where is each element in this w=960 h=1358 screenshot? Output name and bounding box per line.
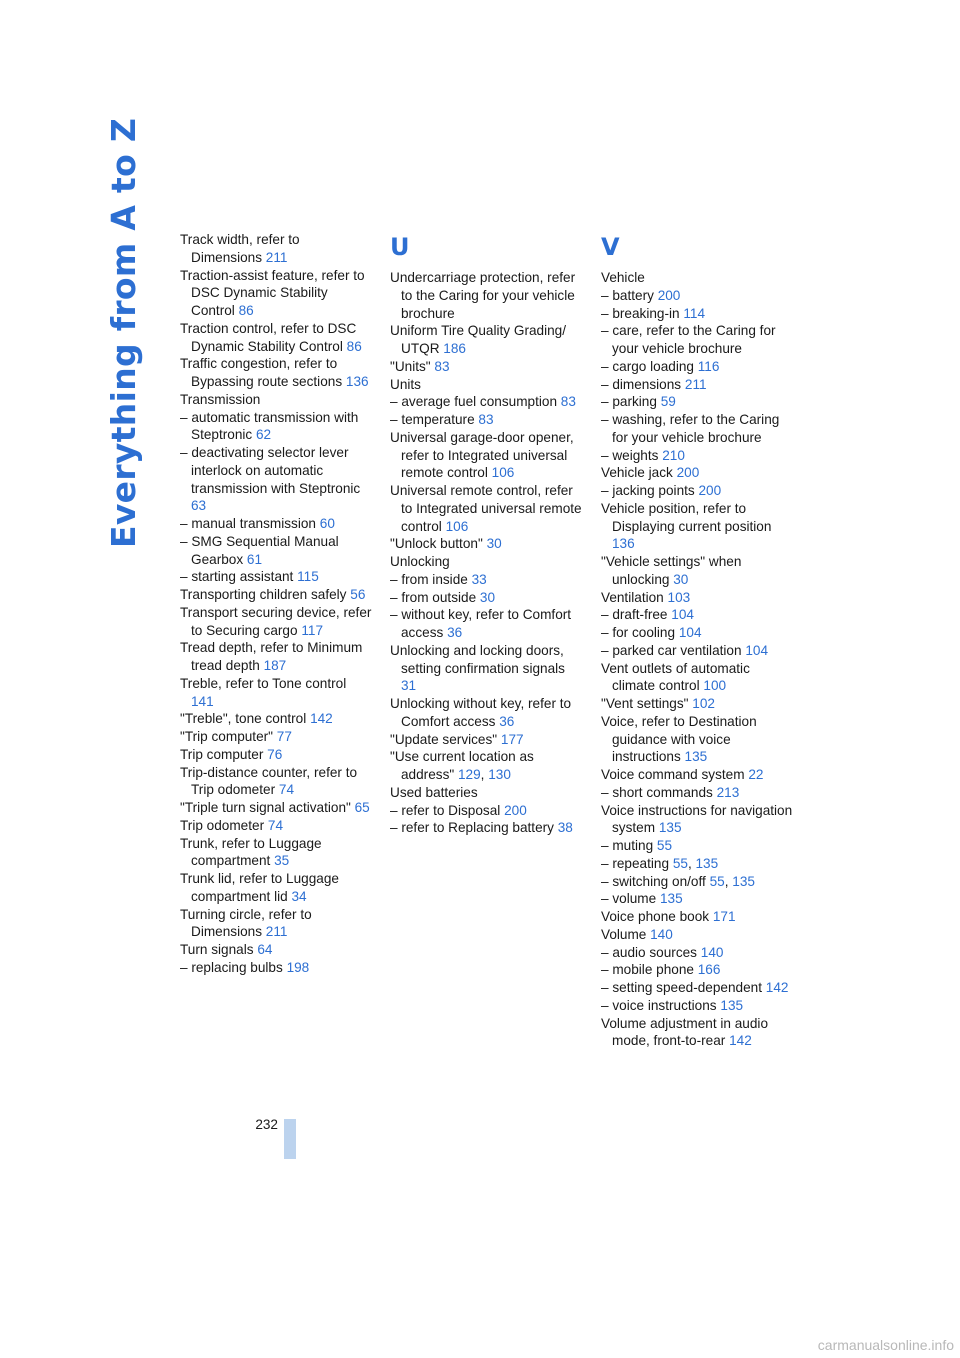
- index-entry: [601, 393, 793, 411]
- page-ref-link[interactable]: 135: [658, 820, 682, 836]
- index-entry: [180, 533, 372, 569]
- index-entry: [390, 393, 582, 411]
- entry-text: – automatic transmission with Steptronic: [180, 409, 359, 443]
- page-ref-link[interactable]: 36: [499, 713, 515, 729]
- index-entry: [180, 231, 372, 267]
- page-ref-link[interactable]: 140: [700, 944, 724, 960]
- entry-text: Voice phone book: [601, 909, 710, 924]
- entry-text: – SMG Sequential Manual Gearbox: [180, 533, 339, 567]
- entry-text: – from outside: [390, 589, 477, 605]
- entry-text: Traction-assist feature, refer to DSC Dynamic Stability Control: [180, 267, 365, 318]
- index-entry: [601, 695, 793, 713]
- entry-text: – refer to Replacing battery: [390, 820, 554, 836]
- index-entry: [390, 589, 582, 607]
- page-ref-link[interactable]: 104: [678, 625, 702, 640]
- page-ref-link[interactable]: 83: [560, 394, 576, 410]
- page-number: 232: [255, 1117, 278, 1132]
- entry-text: – for cooling: [601, 625, 676, 640]
- page-ref-link[interactable]: 104: [671, 607, 694, 623]
- page-ref-link[interactable]: 142: [729, 1033, 752, 1049]
- page-ref-link[interactable]: 102: [692, 696, 715, 711]
- index-entry: [180, 817, 372, 835]
- page-ref-link[interactable]: 59: [660, 394, 676, 410]
- index-entry: [390, 358, 582, 376]
- page-ref-link[interactable]: 38: [557, 820, 573, 836]
- index-entry: [390, 695, 582, 731]
- page-ref-link[interactable]: 56: [350, 587, 366, 602]
- entry-text: Turning circle, refer to Dimensions: [180, 906, 312, 940]
- index-entry: [390, 553, 582, 571]
- entry-text: "Update services": [390, 731, 498, 747]
- entry-text: – replacing bulbs: [180, 959, 283, 975]
- index-entry: – repeating 55, 135: [601, 855, 719, 871]
- page-ref-link[interactable]: 135: [732, 873, 755, 889]
- entry-text: – battery: [601, 287, 654, 303]
- page-ref-link[interactable]: 211: [265, 924, 288, 940]
- entry-text: – jacking points: [601, 483, 695, 498]
- entry-text: Trunk lid, refer to Luggage compartment lid: [180, 871, 339, 904]
- entry-text: – weights: [601, 447, 659, 463]
- page-ref-link[interactable]: 22: [748, 767, 764, 782]
- entry-text: – audio sources: [601, 944, 697, 960]
- index-entry: [601, 500, 793, 553]
- page-ref-link[interactable]: 62: [256, 427, 272, 443]
- page-ref-link[interactable]: 55: [656, 838, 673, 853]
- page-ref-link[interactable]: 211: [265, 249, 288, 265]
- entry-text: – mobile phone: [601, 962, 694, 978]
- page-ref-link[interactable]: 129: [457, 767, 481, 782]
- entry-text: "Vent settings": [601, 696, 689, 711]
- page-ref-link[interactable]: 136: [612, 536, 635, 552]
- index-entry: [390, 731, 582, 749]
- entry-text: – muting: [601, 838, 654, 853]
- entry-text: Ventilation: [601, 589, 664, 605]
- index-entry: [601, 766, 793, 784]
- index-entry: [601, 269, 793, 287]
- entry-text: "Trip computer": [180, 729, 273, 744]
- entry-text: – breaking-in: [601, 305, 680, 321]
- entry-text: Treble, refer to Tone control: [180, 675, 347, 691]
- page-ref-link[interactable]: 100: [703, 678, 727, 694]
- index-entry: [601, 713, 793, 766]
- index-entry: [390, 322, 582, 358]
- page-ref-link[interactable]: 140: [650, 926, 673, 942]
- watermark: carmanualsonline.info: [817, 1337, 954, 1353]
- page-ref-link[interactable]: 60: [319, 516, 335, 531]
- index-entry: [180, 675, 372, 711]
- index-entry: [601, 447, 793, 465]
- index-entry: – switching on/off 55, 135: [601, 873, 755, 889]
- index-entry: [601, 322, 793, 358]
- entry-text: – dimensions: [601, 376, 682, 392]
- index-entry: [601, 1015, 793, 1051]
- index-entry: [390, 802, 582, 820]
- entry-text: Vent outlets of automatic climate control: [601, 660, 750, 694]
- entry-text: Vehicle: [601, 270, 645, 285]
- page-ref-link[interactable]: 200: [698, 483, 722, 498]
- entry-text: Unlocking and locking doors, setting confirmation signals: [390, 642, 565, 676]
- entry-text: – temperature: [390, 412, 475, 427]
- entry-text: Voice instructions for navigation system: [601, 802, 793, 836]
- entry-text: Trunk, refer to Luggage compartment: [180, 835, 322, 869]
- index-entry: [601, 642, 793, 660]
- index-entry: [180, 586, 372, 604]
- index-entry: [601, 411, 793, 447]
- entry-text: Tread depth, refer to Minimum tread depth: [180, 640, 363, 673]
- index-entry: [390, 482, 582, 535]
- entry-text: – parked car ventilation: [601, 642, 742, 658]
- page-ref-link[interactable]: 30: [486, 536, 502, 552]
- entry-text: "Units": [390, 358, 431, 374]
- page-ref-link[interactable]: 116: [697, 358, 720, 374]
- page-ref-link[interactable]: 30: [673, 571, 689, 587]
- index-entry: [180, 710, 372, 728]
- entry-text: – parking: [601, 394, 657, 410]
- entry-text: – without key, refer to Comfort access: [390, 607, 572, 640]
- index-entry: [180, 870, 372, 906]
- entry-text: Voice command system: [601, 767, 745, 782]
- index-entry: [180, 764, 372, 800]
- page-ref-link[interactable]: 86: [346, 338, 362, 354]
- entry-text: "Unlock button": [390, 536, 483, 552]
- entry-text: Traffic congestion, refer to Bypassing route sections: [180, 356, 343, 389]
- page-ref-link[interactable]: 64: [257, 942, 273, 957]
- page-ref-link[interactable]: 171: [712, 909, 736, 924]
- section-title: Everything from A to Z: [104, 117, 143, 548]
- entry-text: Vehicle jack: [601, 465, 673, 481]
- entry-text: – washing, refer to the Caring for your vehicle brochure: [601, 412, 780, 445]
- entry-text: "Vehicle settings" when unlocking: [601, 554, 742, 587]
- page-ref-link[interactable]: 187: [263, 658, 287, 673]
- index-column-v: [601, 232, 793, 1050]
- page-ref-link[interactable]: 114: [683, 305, 706, 321]
- index-entry: [601, 908, 793, 926]
- index-entry: [180, 959, 372, 977]
- letter-heading-u: U: [390, 233, 410, 261]
- page-ref-link[interactable]: 55: [709, 873, 725, 889]
- index-entry: [601, 837, 793, 855]
- index-entry: [180, 355, 372, 391]
- entry-text: Used batteries: [390, 784, 478, 800]
- index-entry: [390, 535, 582, 553]
- page-ref-link[interactable]: 177: [500, 731, 524, 747]
- entry-text: – manual transmission: [180, 516, 316, 531]
- page-ref-link[interactable]: 135: [695, 855, 719, 871]
- page-ref-link[interactable]: 83: [434, 358, 450, 374]
- index-entry: [601, 376, 793, 394]
- index-entry: [601, 926, 793, 944]
- page-ref-link[interactable]: 74: [278, 782, 295, 798]
- page-ref-link[interactable]: 135: [684, 749, 708, 765]
- index-entry: [601, 802, 793, 838]
- index-entry: [390, 606, 582, 642]
- page-ref-link[interactable]: 34: [291, 888, 307, 904]
- page-ref-link[interactable]: 65: [354, 800, 370, 815]
- index-entry: [601, 589, 793, 607]
- entry-text: "Use current location as address": [390, 749, 534, 782]
- index-entry: [390, 642, 582, 695]
- page-ref-link[interactable]: 55: [672, 855, 688, 871]
- entry-text: Trip computer: [180, 746, 264, 762]
- index-entry: [390, 784, 582, 802]
- entry-text: – draft-free: [601, 607, 668, 623]
- page-ref-link[interactable]: 141: [191, 693, 214, 709]
- page-ref-link[interactable]: 104: [745, 642, 769, 658]
- entry-text: – care, refer to the Caring for your vehicle brochure: [601, 323, 776, 356]
- page-ref-link[interactable]: 198: [286, 959, 310, 975]
- entry-text: – switching on/off: [601, 873, 706, 889]
- entry-text: Unlocking without key, refer to Comfort access: [390, 696, 572, 729]
- entry-text: Unlocking: [390, 554, 450, 569]
- page-ref-link[interactable]: 35: [274, 853, 290, 869]
- page-ref-link[interactable]: 74: [267, 817, 284, 833]
- entry-text: Track width, refer to Dimensions: [180, 232, 300, 265]
- entry-text: – volume: [601, 891, 657, 907]
- index-entry: [601, 890, 793, 908]
- index-entry: [180, 728, 372, 746]
- page-ref-link[interactable]: 76: [267, 746, 283, 762]
- page-ref-link[interactable]: 106: [491, 465, 515, 481]
- letter-heading-v: V: [601, 233, 620, 261]
- page-ref-link[interactable]: 166: [697, 962, 721, 978]
- entry-text: Undercarriage protection, refer to the Caring for your vehicle brochure: [390, 270, 576, 321]
- page-ref-link[interactable]: 213: [716, 784, 740, 800]
- entry-text: – voice instructions: [601, 997, 717, 1013]
- entry-text: Voice, refer to Destination guidance with voice instructions: [601, 713, 757, 765]
- page-ref-link[interactable]: 83: [478, 412, 494, 427]
- index-entry: [601, 944, 793, 962]
- index-entry: [601, 482, 793, 500]
- index-entry: [601, 287, 793, 305]
- entry-text: Universal remote control, refer to Integrated universal remote control: [390, 483, 582, 534]
- index-list-v: [601, 269, 793, 1050]
- page-ref-link[interactable]: 186: [443, 341, 466, 356]
- entry-text: Transporting children safely: [180, 587, 347, 602]
- index-entry: [180, 941, 372, 959]
- page-ref-link[interactable]: 106: [445, 518, 469, 534]
- entry-text: – refer to Disposal: [390, 802, 501, 818]
- index-entry: [601, 961, 793, 979]
- index-entry: [601, 305, 793, 323]
- index-entry: [601, 553, 793, 589]
- index-entry: [180, 267, 372, 320]
- index-entry: [601, 997, 793, 1015]
- entry-text: – setting speed-dependent: [601, 980, 762, 995]
- entry-text: Universal garage-door opener, refer to Integrated universal remote control: [390, 429, 574, 481]
- page-ref-link[interactable]: 210: [662, 447, 685, 463]
- index-entry: [180, 604, 372, 640]
- entry-text: Units: [390, 376, 421, 392]
- entry-text: – repeating: [601, 855, 670, 871]
- index-entry: [180, 639, 372, 675]
- index-entry: [180, 409, 372, 445]
- index-column-u: [390, 232, 582, 837]
- index-entry: [180, 835, 372, 871]
- page-ref-link[interactable]: 136: [345, 374, 369, 389]
- page-ref-link[interactable]: 115: [297, 569, 319, 585]
- index-column-t: [180, 231, 372, 977]
- index-entry: [390, 376, 582, 394]
- index-entry: [180, 515, 372, 533]
- entry-text: Trip odometer: [180, 817, 265, 833]
- page-ref-link[interactable]: 33: [471, 571, 487, 587]
- index-entry: "Use current location as address" 129, 130: [390, 749, 534, 782]
- entry-text: – short commands: [601, 784, 713, 800]
- index-entry: [601, 624, 793, 642]
- entry-text: Transmission: [180, 391, 261, 407]
- page-ref-link[interactable]: 200: [657, 287, 681, 303]
- index-entry: [390, 269, 582, 322]
- entry-text: Volume adjustment in audio mode, front-to-rear: [601, 1015, 769, 1049]
- index-entry: [601, 979, 793, 997]
- index-entry: [180, 391, 372, 409]
- entry-text: – from inside: [390, 571, 468, 587]
- page-ref-link[interactable]: 31: [401, 678, 417, 694]
- index-entry: [601, 784, 793, 802]
- page-ref-link[interactable]: 211: [684, 376, 707, 392]
- page-ref-link[interactable]: 61: [246, 551, 263, 567]
- entry-text: Traction control, refer to DSC Dynamic Stability Control: [180, 320, 357, 354]
- entry-text: "Triple turn signal activation": [180, 800, 351, 815]
- entry-text: "Treble", tone control: [180, 711, 307, 727]
- page-ref-link[interactable]: 103: [667, 589, 691, 605]
- index-entry: [180, 568, 372, 586]
- page-ref-link[interactable]: 200: [504, 802, 527, 818]
- index-entry: [390, 819, 582, 837]
- index-entry: [390, 411, 582, 429]
- index-entry: [180, 906, 372, 942]
- page-ref-link[interactable]: 30: [479, 589, 496, 605]
- page-ref-link[interactable]: 142: [765, 980, 789, 995]
- entry-text: Transport securing device, refer to Securing cargo: [180, 604, 372, 638]
- page-ref-link[interactable]: 117: [301, 622, 323, 638]
- page-ref-link[interactable]: 36: [447, 625, 463, 640]
- index-entry: [180, 746, 372, 764]
- page-marker-bar: [284, 1119, 296, 1159]
- page-ref-link[interactable]: 86: [238, 303, 254, 318]
- page-ref-link[interactable]: 130: [488, 767, 511, 782]
- entry-text: Trip-distance counter, refer to Trip odometer: [180, 764, 358, 798]
- index-entry: [601, 358, 793, 376]
- index-entry: [601, 464, 793, 482]
- index-list-u: [390, 269, 582, 837]
- entry-text: – deactivating selector lever interlock on automatic transmission with Steptronic: [180, 445, 361, 496]
- index-entry: [601, 660, 793, 696]
- page-ref-link[interactable]: 200: [676, 465, 700, 481]
- index-entry: [180, 799, 372, 817]
- page-ref-link[interactable]: 135: [659, 891, 683, 907]
- entry-text: – average fuel consumption: [390, 394, 558, 410]
- index-entry: [601, 606, 793, 624]
- entry-text: Vehicle position, refer to Displaying current position: [601, 500, 772, 534]
- page-ref-link[interactable]: 142: [310, 711, 333, 727]
- index-entry: [180, 444, 372, 515]
- page-ref-link[interactable]: 63: [191, 498, 207, 514]
- entry-text: – cargo loading: [601, 358, 694, 374]
- page-ref-link[interactable]: 77: [276, 729, 292, 744]
- page-ref-link[interactable]: 135: [720, 997, 744, 1013]
- index-entry: [180, 320, 372, 356]
- entry-text: Volume: [601, 926, 647, 942]
- entry-text: Turn signals: [180, 942, 254, 957]
- index-entry: [390, 571, 582, 589]
- entry-text: – starting assistant: [180, 569, 294, 585]
- index-entry: [390, 429, 582, 482]
- entry-text: Uniform Tire Quality Grading/ UTQR: [390, 323, 567, 356]
